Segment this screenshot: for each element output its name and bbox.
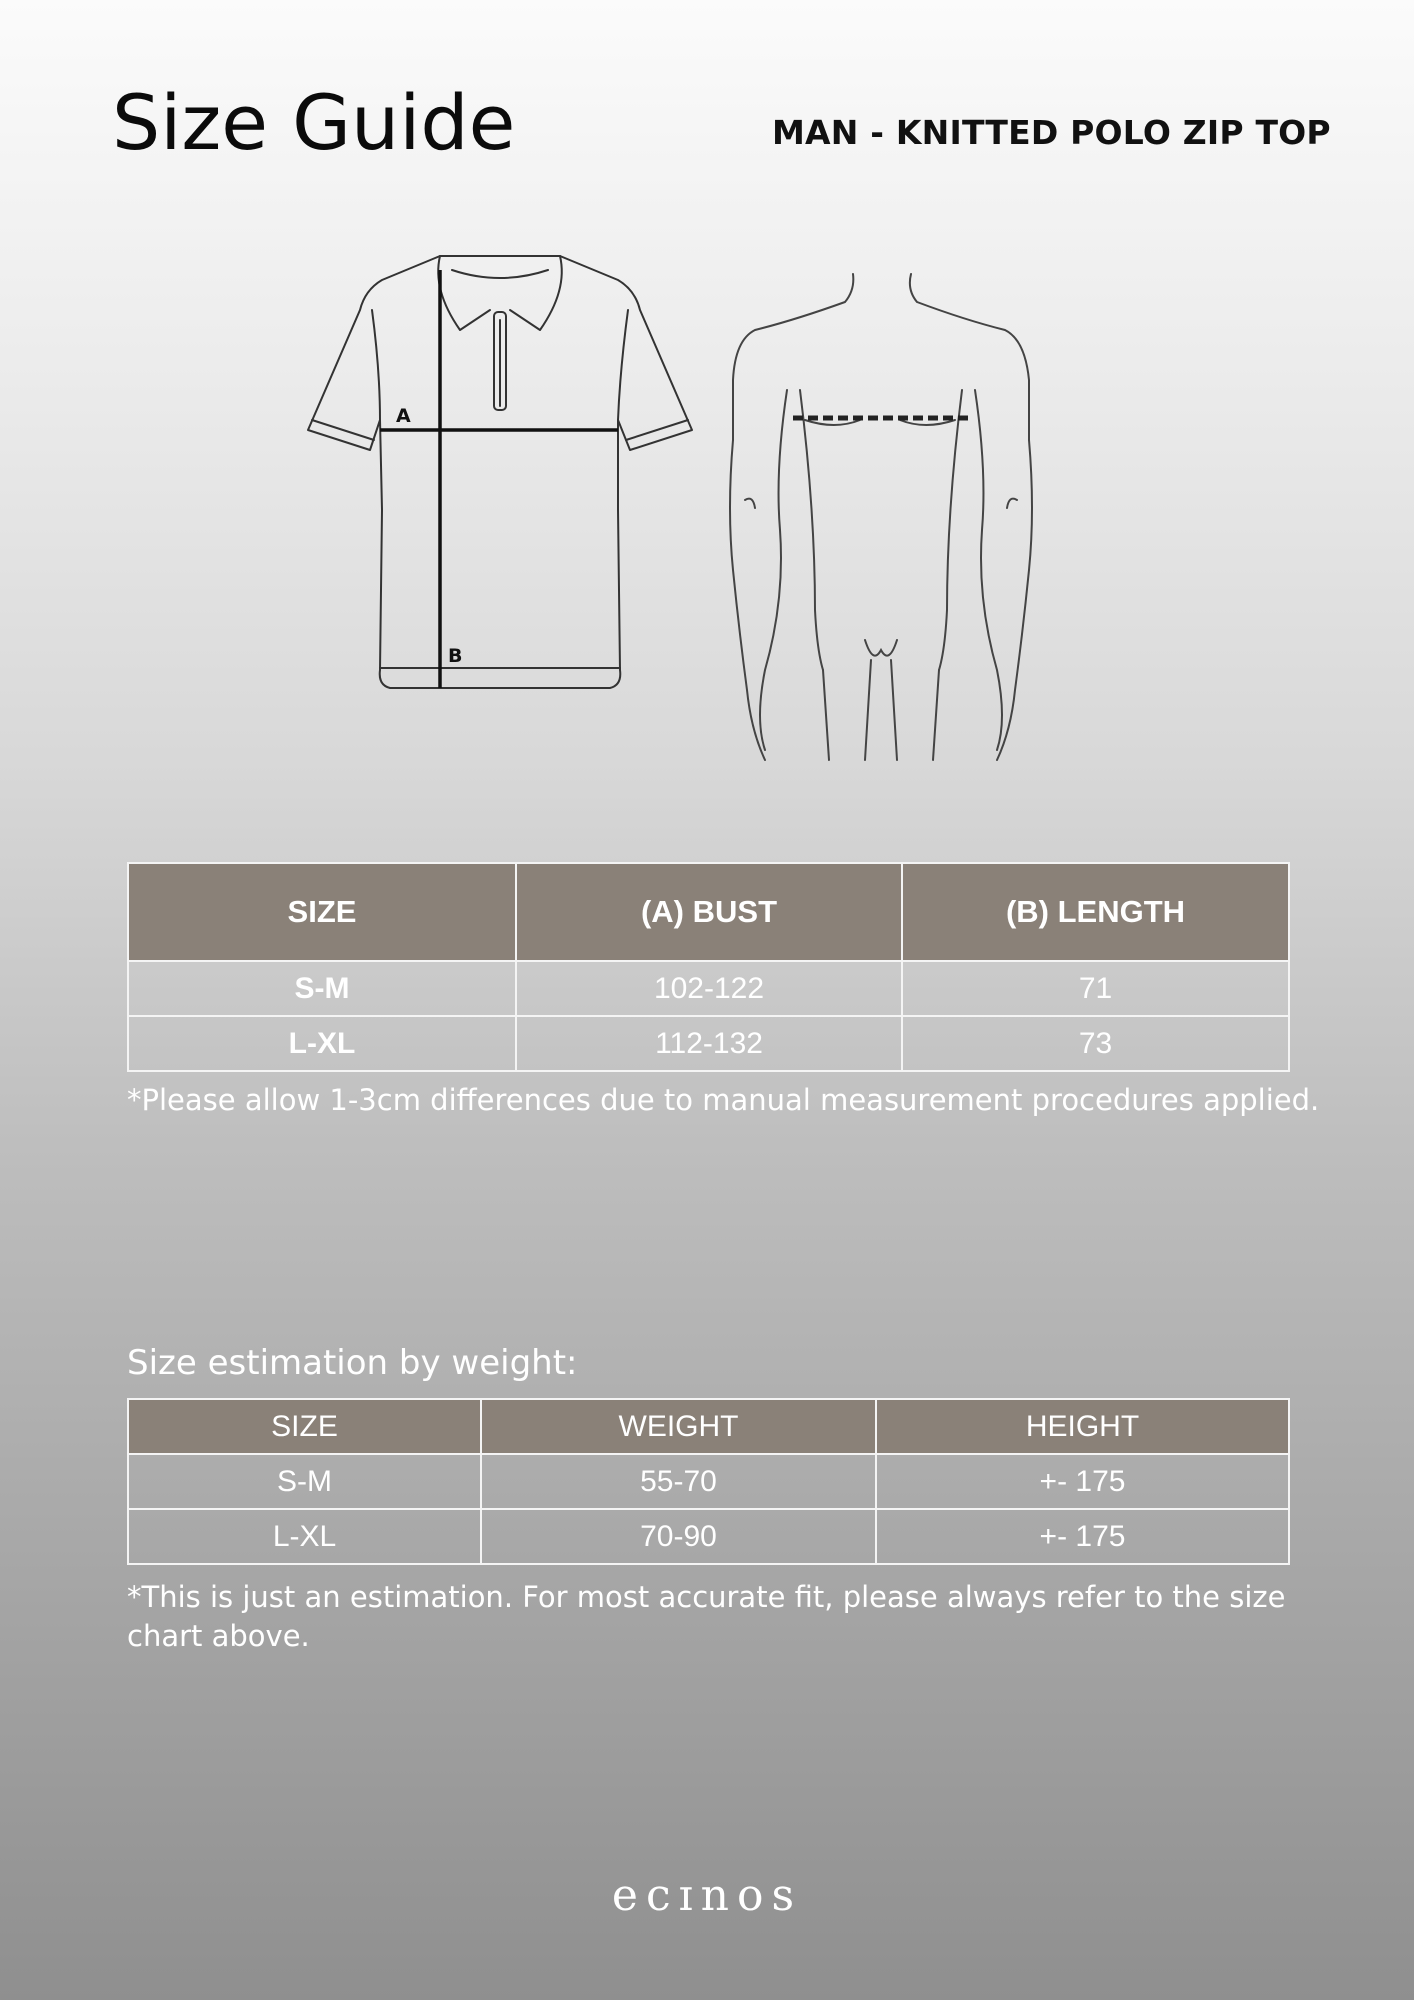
weight-cell: 55-70 [481,1454,876,1509]
brand-logo: ecɪnos [611,1870,803,1921]
body-measurement-illustration [725,270,1035,770]
length-cell: 73 [902,1016,1289,1071]
table-header-row [128,863,1289,961]
column-header-height: HEIGHT [876,1399,1289,1454]
polo-shirt-illustration [300,250,720,710]
table-row [128,961,1289,1016]
page-title: Size Guide [112,78,516,167]
estimation-note: *This is just an estimation. For most accurate fit, please always refer to the size chart above. [127,1580,1286,1653]
column-header-size: SIZE [128,1399,481,1454]
weight-cell: 70-90 [481,1509,876,1564]
length-cell: 71 [902,961,1289,1016]
size-cell: L-XL [128,1016,516,1071]
size-cell: L-XL [128,1509,481,1564]
weight-estimation-table [127,1398,1290,1565]
column-header-weight: WEIGHT [481,1399,876,1454]
measure-label-b: B [448,645,463,667]
measurement-note: *Please allow 1-3cm differences due to manual measurement procedures applied. [127,1083,1320,1117]
product-name: MAN - KNITTED POLO ZIP TOP [772,113,1331,152]
measure-label-a: A [396,405,411,427]
bust-cell: 112-132 [516,1016,902,1071]
weight-section-heading: Size estimation by weight: [127,1343,578,1383]
column-header-size: SIZE [128,863,516,961]
size-cell: S-M [128,961,516,1016]
column-header-bust: (A) BUST [516,863,902,961]
table-row [128,1509,1289,1564]
column-header-length: (B) LENGTH [902,863,1289,961]
height-cell: +- 175 [876,1454,1289,1509]
size-chart-table [127,862,1290,1072]
table-row [128,1016,1289,1071]
size-cell: S-M [128,1454,481,1509]
table-row [128,1454,1289,1509]
table-header-row [128,1399,1289,1454]
bust-cell: 102-122 [516,961,902,1016]
height-cell: +- 175 [876,1509,1289,1564]
